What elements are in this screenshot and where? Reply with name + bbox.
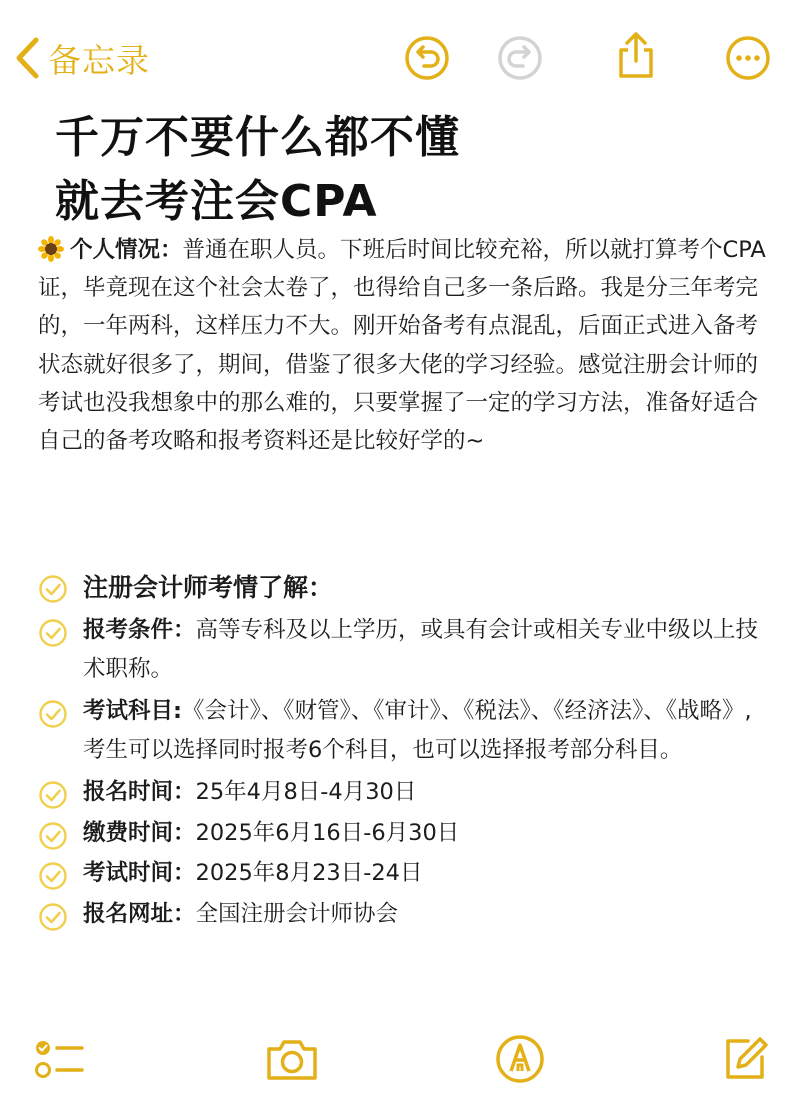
camera-icon[interactable] (262, 1033, 322, 1085)
checkmark-circle-icon[interactable] (38, 574, 68, 604)
intro-paragraph[interactable] (38, 231, 768, 460)
undo-icon[interactable] (404, 35, 450, 81)
back-label: 备忘录 (48, 40, 150, 80)
checkmark-circle-icon[interactable] (38, 780, 68, 810)
checkmark-circle-icon[interactable] (38, 861, 68, 891)
item-label: 考试科目: (83, 698, 182, 724)
item-label: 考试时间： (83, 860, 196, 886)
checkmark-circle-icon[interactable] (38, 902, 68, 932)
note-title-line-1: 千万不要什么都不懂 (55, 112, 460, 163)
item-label: 报名网址： (83, 900, 196, 927)
checklist-item (38, 692, 768, 769)
item-label: 缴费时间： (83, 819, 196, 846)
item-text: 全国注册会计师协会 (195, 900, 399, 927)
checklist-item (38, 611, 768, 688)
compose-icon[interactable] (720, 1033, 772, 1085)
intro-text: 普通在职人员。下班后时间比较充裕，所以就打算考个CPA证，毕竟现在这个社会太卷了，也得给自己多一条后路。我是分三年考完的，一年两科，这样压力不大。刚开始备考有点混乱，后面正式进入备考状态就好很多了，期间，借鉴了很多大佬的学习经验。感觉注册会计师的考试也没我想象中的那么难的，只要掌握了一定的学习方法，准备好适合自己的备考攻略和报考资料还是比较好学的~ (38, 237, 766, 455)
back-button[interactable] (14, 34, 150, 82)
notes-toolbar-bottom (0, 1025, 800, 1095)
item-text: 2025年8月23日-24日 (195, 860, 423, 886)
checklist-icon[interactable] (30, 1033, 88, 1085)
intro-label: 个人情况： (70, 237, 183, 263)
chevron-left-icon (14, 37, 40, 79)
checklist-heading: 注册会计师考情了解： (83, 573, 334, 602)
checklist-heading-item (38, 566, 768, 610)
checklist-item (38, 895, 768, 934)
note-title[interactable] (55, 106, 460, 234)
checkmark-circle-icon[interactable] (38, 699, 68, 729)
sunflower-icon (38, 236, 64, 262)
item-label: 报考条件： (83, 617, 196, 643)
note-title-line-2: 就去考注会CPA (55, 176, 378, 227)
notes-toolbar-top (0, 0, 800, 105)
item-text: 2025年6月16日-6月30日 (195, 819, 460, 846)
more-icon[interactable] (725, 35, 771, 81)
checklist-item (38, 814, 768, 853)
checklist-item (38, 854, 768, 893)
item-text: 25年4月8日-4月30日 (195, 779, 417, 805)
item-label: 报名时间： (83, 779, 196, 805)
item-text: 《会计》、《财管》、《审计》、《税法》、《经济法》、《战略》,考生可以选择同时报考6个科目，也可以选择报考部分科目。 (83, 698, 752, 763)
markup-pen-icon[interactable] (494, 1033, 546, 1085)
checkmark-circle-icon[interactable] (38, 618, 68, 648)
redo-icon[interactable] (497, 35, 543, 81)
checkmark-circle-icon[interactable] (38, 821, 68, 851)
item-text: 高等专科及以上学历，或具有会计或相关专业中级以上技术职称。 (83, 617, 759, 682)
share-icon[interactable] (612, 30, 660, 80)
checklist-item (38, 773, 768, 812)
checklist (38, 566, 768, 935)
